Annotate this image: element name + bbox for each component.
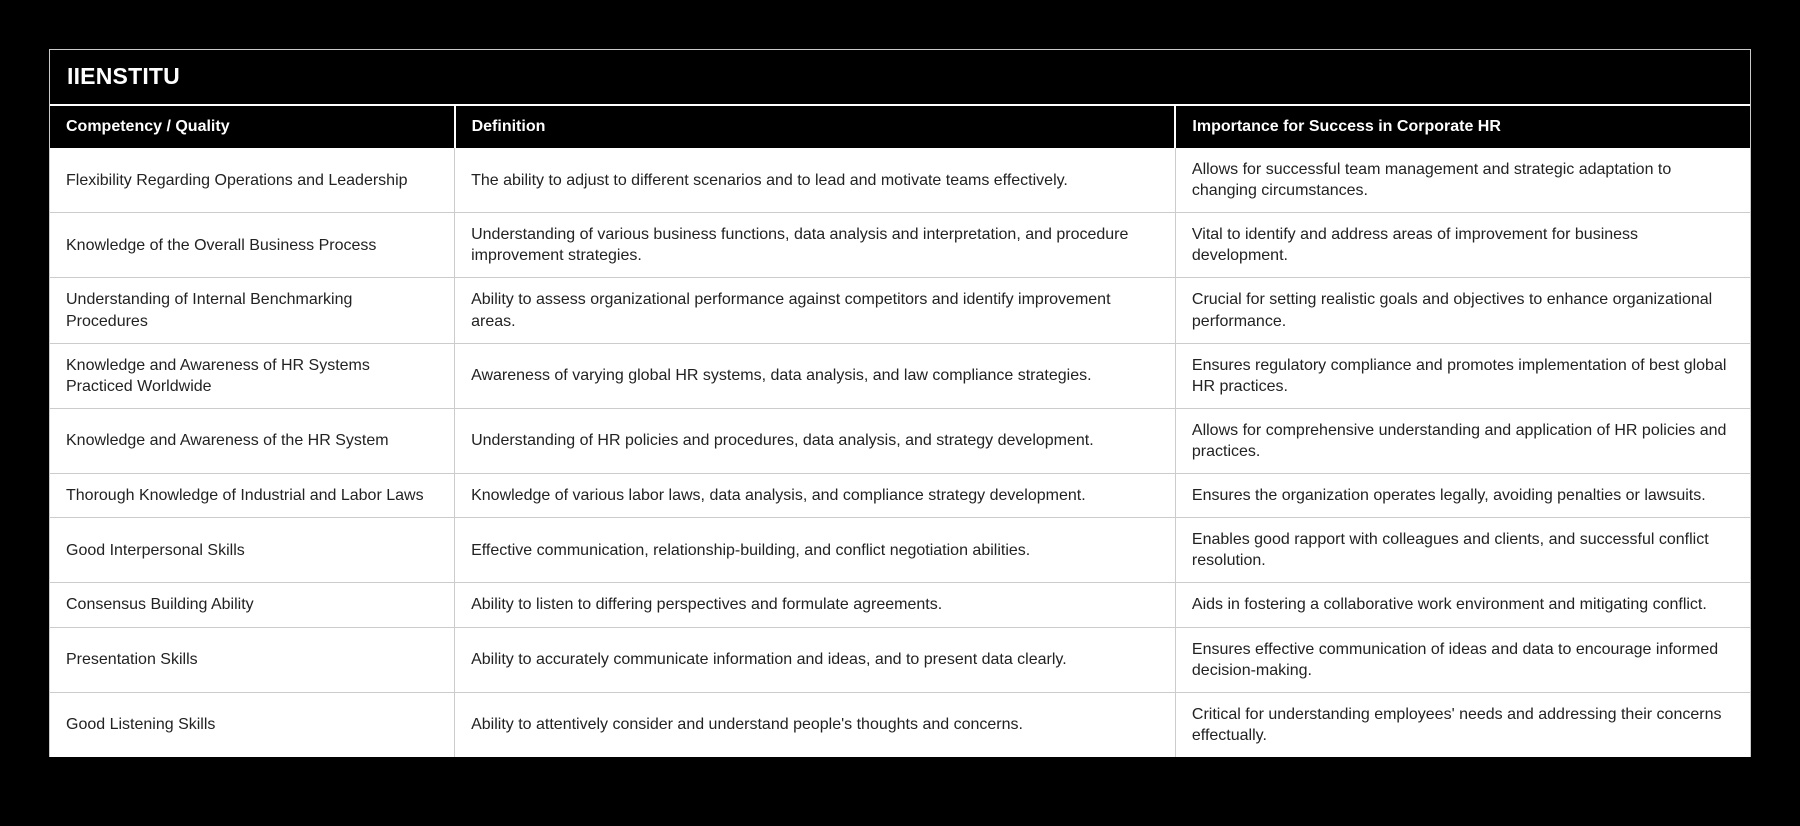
cell-definition: Awareness of varying global HR systems, data analysis, and law compliance strategies. — [455, 343, 1176, 408]
table-row — [50, 213, 1750, 278]
column-header-competency: Competency / Quality — [50, 106, 455, 148]
cell-competency: Knowledge and Awareness of HR Systems Practiced Worldwide — [50, 343, 455, 408]
cell-definition: Understanding of HR policies and procedures, data analysis, and strategy development. — [455, 408, 1176, 473]
cell-definition: Ability to assess organizational performance against competitors and identify improvement areas. — [455, 278, 1176, 343]
column-header-definition: Definition — [455, 106, 1176, 148]
cell-importance: Enables good rapport with colleagues and clients, and successful conflict resolution. — [1175, 518, 1750, 583]
cell-competency: Consensus Building Ability — [50, 583, 455, 627]
table-header-row — [50, 106, 1750, 148]
cell-competency: Understanding of Internal Benchmarking Procedures — [50, 278, 455, 343]
cell-competency: Presentation Skills — [50, 627, 455, 692]
cell-competency: Flexibility Regarding Operations and Leadership — [50, 148, 455, 213]
cell-importance: Aids in fostering a collaborative work environment and mitigating conflict. — [1175, 583, 1750, 627]
cell-definition: Knowledge of various labor laws, data analysis, and compliance strategy development. — [455, 474, 1176, 518]
table-row — [50, 148, 1750, 213]
competency-table — [50, 106, 1750, 757]
cell-competency: Thorough Knowledge of Industrial and Labor Laws — [50, 474, 455, 518]
cell-importance: Allows for comprehensive understanding and application of HR policies and practices. — [1175, 408, 1750, 473]
cell-competency: Knowledge and Awareness of the HR System — [50, 408, 455, 473]
cell-importance: Ensures effective communication of ideas and data to encourage informed decision-making. — [1175, 627, 1750, 692]
cell-definition: Ability to attentively consider and understand people's thoughts and concerns. — [455, 692, 1176, 757]
cell-importance: Ensures regulatory compliance and promotes implementation of best global HR practices. — [1175, 343, 1750, 408]
cell-importance: Vital to identify and address areas of improvement for business development. — [1175, 213, 1750, 278]
cell-definition: Effective communication, relationship-building, and conflict negotiation abilities. — [455, 518, 1176, 583]
cell-importance: Ensures the organization operates legally, avoiding penalties or lawsuits. — [1175, 474, 1750, 518]
cell-competency: Good Interpersonal Skills — [50, 518, 455, 583]
cell-competency: Knowledge of the Overall Business Process — [50, 213, 455, 278]
cell-importance: Allows for successful team management and strategic adaptation to changing circumstances. — [1175, 148, 1750, 213]
table-row — [50, 692, 1750, 757]
competency-table-card — [49, 49, 1751, 757]
column-header-importance: Importance for Success in Corporate HR — [1175, 106, 1750, 148]
cell-definition: Understanding of various business functions, data analysis and interpretation, and procedure improvement strategies. — [455, 213, 1176, 278]
cell-importance: Critical for understanding employees' needs and addressing their concerns effectually. — [1175, 692, 1750, 757]
cell-competency: Good Listening Skills — [50, 692, 455, 757]
cell-importance: Crucial for setting realistic goals and objectives to enhance organizational performance. — [1175, 278, 1750, 343]
table-row — [50, 343, 1750, 408]
table-row — [50, 518, 1750, 583]
brand-title: IIENSTITU — [50, 50, 1750, 106]
cell-definition: The ability to adjust to different scenarios and to lead and motivate teams effectively. — [455, 148, 1176, 213]
table-row — [50, 583, 1750, 627]
table-row — [50, 474, 1750, 518]
table-row — [50, 408, 1750, 473]
cell-definition: Ability to accurately communicate information and ideas, and to present data clearly. — [455, 627, 1176, 692]
cell-definition: Ability to listen to differing perspectives and formulate agreements. — [455, 583, 1176, 627]
table-row — [50, 627, 1750, 692]
table-row — [50, 278, 1750, 343]
